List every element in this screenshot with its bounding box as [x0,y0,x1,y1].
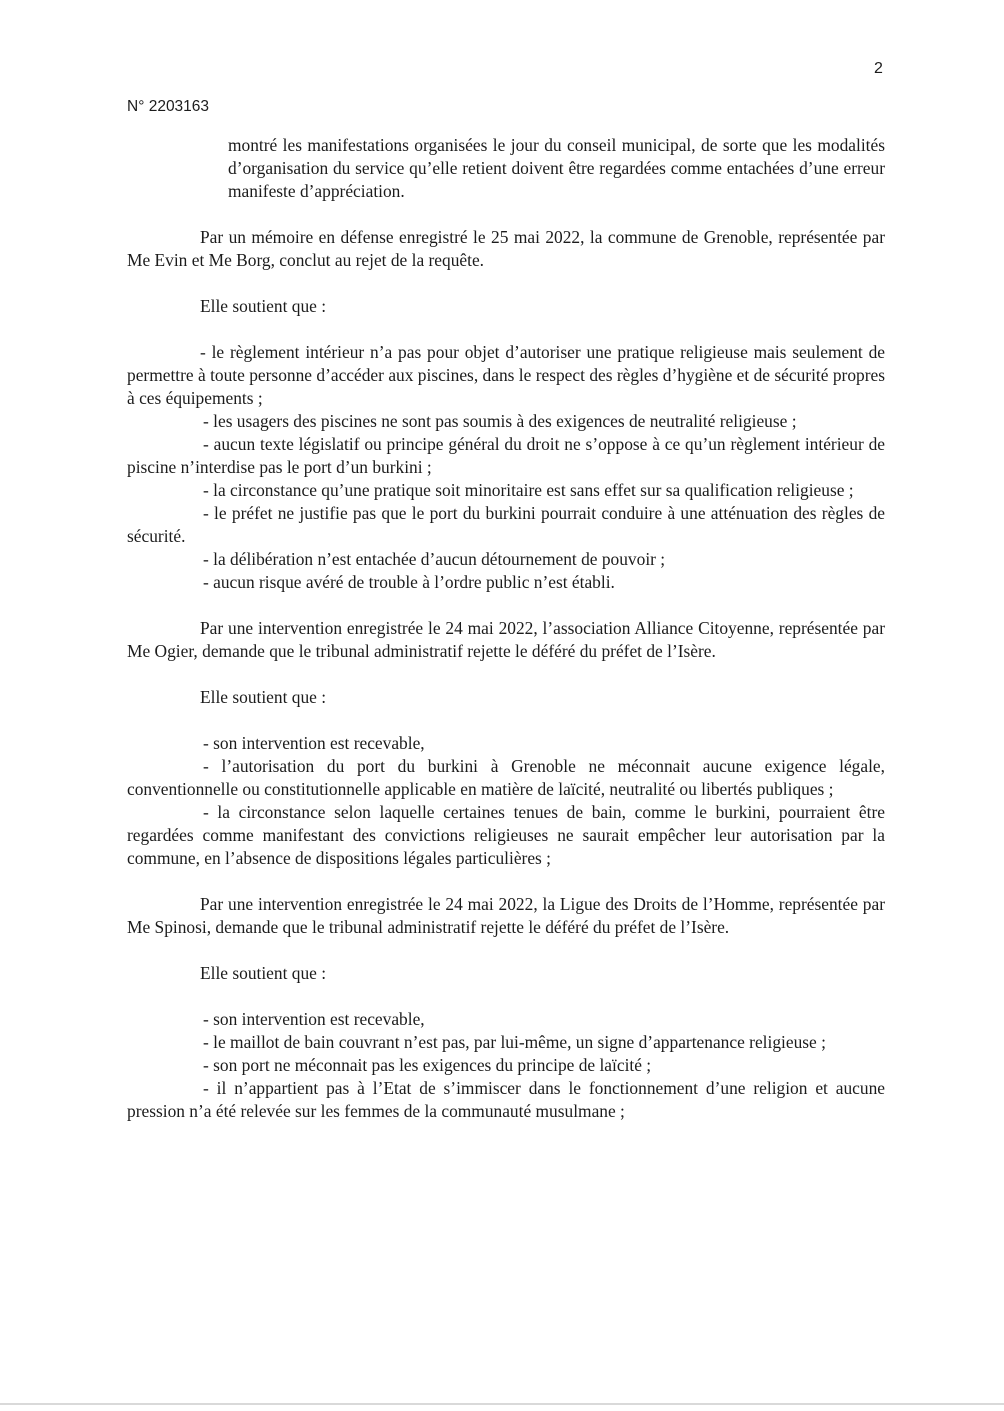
document-body [127,134,885,1123]
defense-argument: - le règlement intérieur n’a pas pour objet d’autoriser une pratique religieuse mais seulement de permettre à toute personne d’accéder aux piscines, dans le respect des règles d’hygiène et de sécurité propres à ces équipements ; [127,342,885,408]
defense-argument: - aucun texte législatif ou principe général du droit ne s’oppose à ce qu’un règlement intérieur de piscine n’interdise pas le port d’un burkini ; [127,434,885,477]
ldh-argument: - son port ne méconnait pas les exigences du principe de laïcité ; [203,1055,652,1075]
alliance-argument: - la circonstance selon laquelle certaines tenues de bain, comme le burkini, pourraient être regardées comme manifestant des convictions religieuses ne saurait empêcher leur autorisation par la commune, en l’absence de dispositions légales particulières ; [127,802,885,868]
defense-argument: - la circonstance qu’une pratique soit minoritaire est sans effet sur sa qualification religieuse ; [203,480,854,500]
defense-argument: - les usagers des piscines ne sont pas soumis à des exigences de neutralité religieuse ; [203,411,797,431]
alliance-argument-list [127,732,885,870]
defense-argument-list [127,341,885,594]
ldh-intro: Par une intervention enregistrée le 24 mai 2022, la Ligue des Droits de l’Homme, représentée par Me Spinosi, demande que le tribunal administratif rejette le déféré du préfet de l’Isère. [127,894,885,937]
case-number: N° 2203163 [127,98,210,115]
ldh-soutient: Elle soutient que : [200,963,327,983]
intro-continuation: montré les manifestations organisées le jour du conseil municipal, de sorte que les modalités d’organisation du service qu’elle retient doivent être regardées comme entachées d’une erreur manifeste d’appréciation. [228,135,885,201]
defense-soutient: Elle soutient que : [200,296,327,316]
defense-argument: - le préfet ne justifie pas que le port du burkini pourrait conduire à une atténuation des règles de sécurité. [127,503,885,546]
alliance-argument: - l’autorisation du port du burkini à Grenoble ne méconnait aucune exigence légale, conventionnelle ou constitutionnelle applicable en matière de laïcité, neutralité ou libertés publiques ; [127,756,885,799]
alliance-argument: - son intervention est recevable, [203,733,425,753]
alliance-soutient: Elle soutient que : [200,687,327,707]
defense-argument: - la délibération n’est entachée d’aucun détournement de pouvoir ; [203,549,666,569]
alliance-intro: Par une intervention enregistrée le 24 mai 2022, l’association Alliance Citoyenne, représentée par Me Ogier, demande que le tribunal administratif rejette le déféré du préfet de l’Isère. [127,618,885,661]
defense-intro: Par un mémoire en défense enregistré le 25 mai 2022, la commune de Grenoble, représentée par Me Evin et Me Borg, conclut au rejet de la requête. [127,227,885,270]
defense-argument: - aucun risque avéré de trouble à l’ordre public n’est établi. [203,572,615,592]
page-bottom-edge [0,1403,1004,1405]
ldh-argument: - il n’appartient pas à l’Etat de s’immiscer dans le fonctionnement d’une religion et aucune pression n’a été relevée sur les femmes de la communauté musulmane ; [127,1078,885,1121]
ldh-argument-list [127,1008,885,1123]
ldh-argument: - le maillot de bain couvrant n’est pas, par lui-même, un signe d’appartenance religieuse ; [203,1032,826,1052]
page-number: 2 [874,60,883,77]
ldh-argument: - son intervention est recevable, [203,1009,425,1029]
